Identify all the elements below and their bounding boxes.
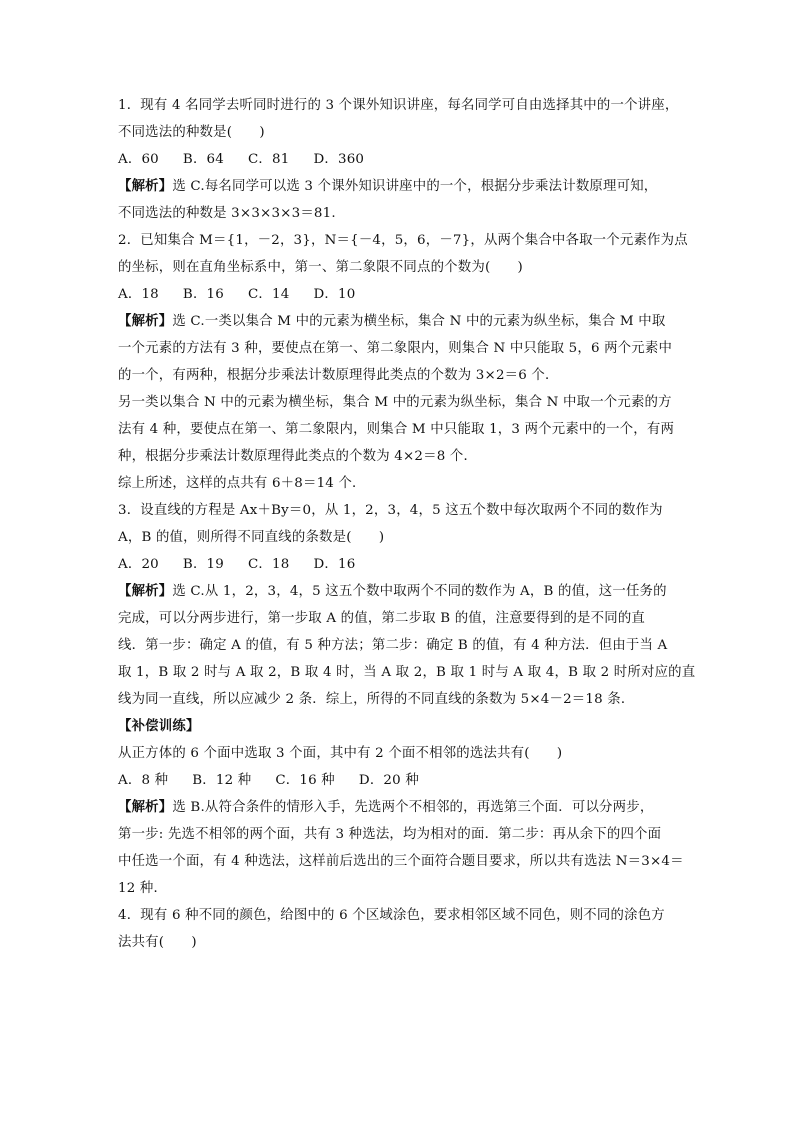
bonus-heading: 【补偿训练】: [118, 718, 200, 734]
q1-analysis-text-1: 选 C.每名同学可以选 3 个课外知识讲座中的一个，根据分步乘法计数原理可知，: [172, 179, 658, 194]
q4-stem-line-2: 法共有( ): [118, 935, 197, 950]
document-body: [118, 92, 696, 956]
q3-options: [118, 551, 678, 578]
q3-option-b: B．19: [182, 557, 224, 572]
bonus-option-a: A．8 种: [118, 773, 169, 788]
q2-analysis-line-2: 一个元素的方法有 3 种，要使点在第一、第二象限内，则集合 N 中只能取 5，6 两个元素中: [118, 341, 673, 356]
q2-analysis-line-5: 法有 4 种，要使点在第一、第二象限内，则集合 M 中只能取 1，3 两个元素中的一个，有两: [118, 422, 675, 437]
bonus-analysis-line-4: 12 种．: [118, 881, 168, 896]
q3-option-a: A．20: [118, 557, 159, 572]
bonus-option-b: B．12 种: [192, 773, 252, 788]
q2-options: [118, 281, 678, 308]
bonus-analysis-line-3: 中任选一个面，有 4 种选法，这样前后选出的三个面符合题目要求，所以共有选法 N＝3×4＝: [118, 854, 684, 869]
q2-option-d: D．10: [313, 287, 356, 302]
bonus-analysis-line-1: [118, 794, 678, 821]
q1-options: [118, 146, 678, 173]
bonus-analysis-line-2: 第一步: 先选不相邻的两个面，共有 3 种选法，均为相对的面．第二步：再从余下的四个面: [118, 827, 662, 842]
bonus-options: [118, 767, 678, 794]
q2-option-c: C．14: [247, 287, 290, 302]
bonus-option-d: D．20 种: [358, 773, 419, 788]
q1-analysis-tag: 【解析】: [118, 178, 173, 194]
q2-analysis-line-6: 种，根据分步乘法计数原理得此类点的个数为 4×2＝8 个．: [118, 449, 478, 464]
q2-option-a: A．18: [118, 287, 159, 302]
q2-analysis-text-1: 选 C.一类以集合 M 中的元素为横坐标，集合 N 中的元素为纵坐标，集合 M 中取: [172, 314, 666, 329]
q1-stem-line-2: 不同选法的种数是( ): [118, 125, 265, 140]
q1-option-c: C．81: [247, 152, 290, 167]
q3-analysis-line-4: 取 1，B 取 2 时与 A 取 2，B 取 4 时，当 A 取 2，B 取 1 时与 A 取 4，B 取 2 时所对应的直: [118, 665, 696, 680]
q3-stem-line-1: 3．设直线的方程是 Ax＋By＝0，从 1，2，3，4，5 这五个数中每次取两个不同的数作为: [118, 503, 663, 518]
q1-analysis-line-2: 不同选法的种数是 3×3×3×3＝81.: [118, 206, 336, 221]
q1-option-d: D．360: [313, 152, 365, 167]
bonus-option-c: C．16 种: [275, 773, 335, 788]
q3-analysis-line-3: 线．第一步：确定 A 的值，有 5 种方法；第二步：确定 B 的值，有 4 种方法．但由于当 A: [118, 638, 668, 653]
q2-analysis-line-4: 另一类以集合 N 中的元素为横坐标，集合 M 中的元素为纵坐标，集合 N 中取一个元素的方: [118, 395, 672, 410]
q3-analysis-line-1: [118, 578, 678, 605]
q2-analysis-line-7: 综上所述，这样的点共有 6＋8＝14 个．: [118, 476, 366, 491]
q1-analysis-line-1: [118, 173, 678, 200]
bonus-analysis-tag: 【解析】: [118, 799, 173, 815]
q1-option-a: A．60: [118, 152, 159, 167]
q1-option-b: B．64: [182, 152, 224, 167]
q3-analysis-text-1: 选 C.从 1，2，3，4，5 这五个数中取两个不同的数作为 A，B 的值，这一任务的: [172, 584, 667, 599]
q3-option-d: D．16: [313, 557, 356, 572]
bonus-stem-line-1: 从正方体的 6 个面中选取 3 个面，其中有 2 个面不相邻的选法共有( ): [118, 746, 563, 761]
q2-stem-line-1: 2．已知集合 M＝{1，－2，3}，N＝{－4，5，6，－7}，从两个集合中各取一个元素作为点: [118, 233, 688, 248]
q2-option-b: B．16: [182, 287, 224, 302]
q3-analysis-line-5: 线为同一直线，所以应减少 2 条．综上，所得的不同直线的条数为 5×4－2＝18 条．: [118, 692, 635, 707]
q1-stem-line-1: 1．现有 4 名同学去听同时进行的 3 个课外知识讲座，每名同学可自由选择其中的一个讲座，: [118, 98, 679, 113]
q2-stem-line-2: 的坐标，则在直角坐标系中，第一、第二象限不同点的个数为( ): [118, 260, 523, 275]
q2-analysis-line-3: 的一个，有两种，根据分步乘法计数原理得此类点的个数为 3×2＝6 个．: [118, 368, 559, 383]
q3-analysis-line-2: 完成，可以分两步进行，第一步取 A 的值，第二步取 B 的值，注意要得到的是不同的直: [118, 611, 645, 626]
q3-stem-line-2: A，B 的值，则所得不同直线的条数是( ): [118, 530, 385, 545]
bonus-analysis-text-1: 选 B.从符合条件的情形入手，先选两个不相邻的，再选第三个面．可以分两步，: [172, 800, 654, 815]
q2-analysis-tag: 【解析】: [118, 313, 173, 329]
q4-stem-line-1: 4．现有 6 种不同的颜色，给图中的 6 个区域涂色，要求相邻区域不同色，则不同的涂色方: [118, 908, 665, 923]
q3-analysis-tag: 【解析】: [118, 583, 173, 599]
q3-option-c: C．18: [247, 557, 290, 572]
q2-analysis-line-1: [118, 308, 678, 335]
